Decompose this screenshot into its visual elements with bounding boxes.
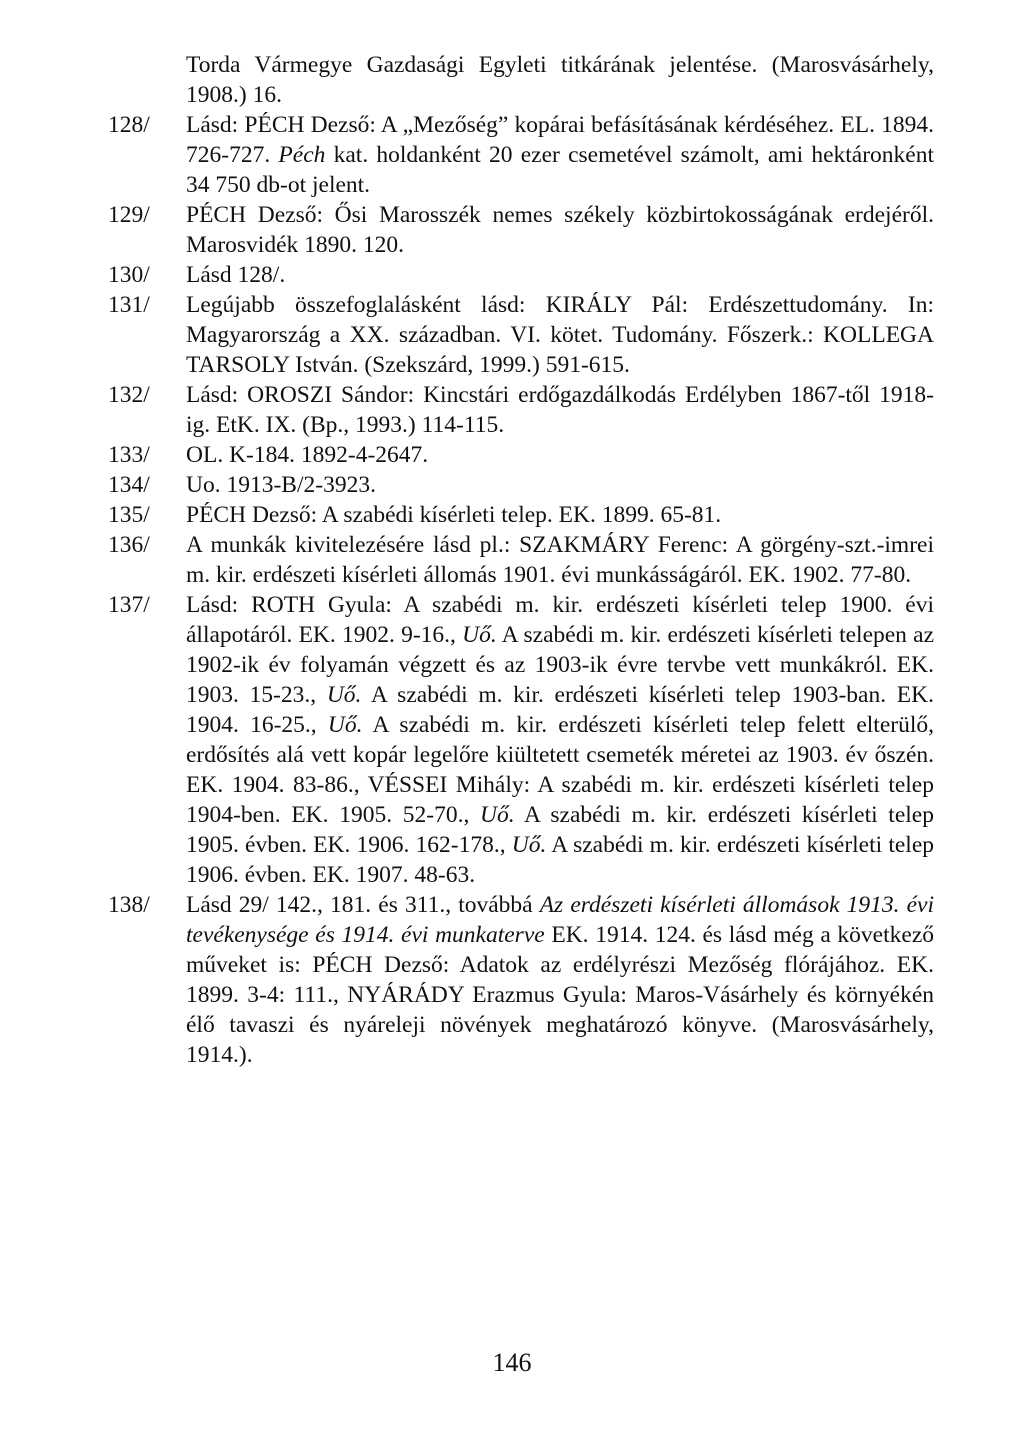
text-run: PÉCH Dezső: Ősi Marosszék nemes székely közbirtokosságának erdejéről. Marosvidék 1890. 120. — [186, 202, 934, 258]
text-run: A munkák kivitelezésére lásd pl.: SZAKMÁRY Ferenc: A görgény-szt.-imrei m. kir. erdészeti kísérleti állomás 1901. évi munkásságáról. EK. 1902. 77-80. — [186, 532, 934, 588]
text-run: A szabédi m. kir. erdészeti kísérleti telep 1906. évben. EK. 1907. 48-63. — [186, 832, 934, 888]
footnote-text — [186, 380, 934, 440]
footnote-text — [186, 260, 934, 290]
footnote-text — [186, 290, 934, 380]
text-run: EK. 1914. 124. és lásd még a következő műveket is: PÉCH Dezső: Adatok az erdélyrészi Mezőség flórájához. EK. 1899. 3-4: 111., NYÁRÁDY Erazmus Gyula: Maros-Vásárhely és környékén élő tavaszi és nyáreleji növények meghatározó könyve. (Marosvásárhely, 1914.). — [186, 922, 934, 1068]
italic-text: Uő. — [480, 802, 515, 828]
text-run: Legújabb összefoglalásként lásd: KIRÁLY Pál: Erdészettudomány. In: Magyarország a XX. században. VI. kötet. Tudomány. Főszerk.: KOLLEGA TARSOLY István. (Szekszárd, 1999.) 591-615. — [186, 292, 934, 378]
italic-text: Uő. — [511, 832, 547, 858]
italic-text: Péch — [278, 142, 326, 168]
text-run: Lásd: OROSZI Sándor: Kincstári erdőgazdálkodás Erdélyben 1867-től 1918-ig. EtK. IX. (Bp., 1993.) 114-115. — [186, 382, 934, 438]
footnote-text — [186, 500, 934, 530]
footnote — [108, 440, 934, 470]
text-run: Lásd: ROTH Gyula: A szabédi m. kir. erdészeti kísérleti telep 1900. évi állapotáról. EK. 1902. 9-16., — [186, 592, 934, 648]
footnote-number: 137/ — [108, 592, 150, 618]
text-run: A szabédi m. kir. erdészeti kísérleti telep 1903-ban. EK. 1904. 16-25., — [186, 682, 934, 738]
footnote — [108, 200, 934, 260]
footnote-number — [108, 50, 186, 110]
text-run: Lásd 128/. — [186, 262, 286, 288]
italic-text: Uő. — [462, 622, 497, 648]
text-run: A szabédi m. kir. erdészeti kísérleti telepen az 1902-ik év folyamán végzett és az 1903-ik évre tervbe vett munkákról. EK. 1903. 15-23., — [186, 622, 934, 708]
footnote — [108, 380, 934, 440]
footnotes-list — [108, 50, 934, 1070]
footnote-number: 132/ — [108, 382, 150, 408]
text-run: Torda Vármegye Gazdasági Egyleti titkárának jelentése. (Marosvásárhely, 1908.) 16. — [186, 52, 934, 108]
footnote-number: 131/ — [108, 292, 150, 318]
text-run: Uo. 1913-B/2-3923. — [186, 472, 376, 498]
footnote — [108, 470, 934, 500]
text-run: A szabédi m. kir. erdészeti kísérleti telep felett elterülő, erdősítés alá vett kopár legelőre kiültetett csemeték méretei az 1903. év őszén. EK. 1904. 83-86., VÉSSEI Mihály: A szabédi m. kir. erdészeti kísérleti telep 1904-ben. EK. 1905. 52-70., — [186, 712, 934, 828]
footnote — [108, 530, 934, 590]
footnote — [108, 290, 934, 380]
page-number: 146 — [492, 1348, 532, 1377]
italic-text: Uő. — [326, 682, 362, 708]
text-run: A szabédi m. kir. erdészeti kísérleti telep 1905. évben. EK. 1906. 162-178., — [186, 802, 934, 858]
footnote — [108, 50, 934, 110]
footnote-number: 136/ — [108, 532, 150, 558]
text-run: OL. K-184. 1892-4-2647. — [186, 442, 429, 468]
footnote — [108, 890, 934, 1070]
footnote-text — [186, 890, 934, 1070]
text-run: Lásd: PÉCH Dezső: A „Mezőség” kopárai befásításának kérdéséhez. EL. 1894. 726-727. — [186, 112, 934, 168]
footnote-number: 135/ — [108, 502, 150, 528]
footnote-number: 129/ — [108, 202, 150, 228]
italic-text: Az erdészeti kísérleti állomások 1913. évi tevékenysége és 1914. évi munkaterve — [186, 892, 934, 948]
footnote-text — [186, 530, 934, 590]
footnote-text — [186, 200, 934, 260]
footnote-number: 130/ — [108, 262, 150, 288]
italic-text: Uő. — [327, 712, 363, 738]
footnote — [108, 500, 934, 530]
footnote-text — [186, 440, 934, 470]
text-run: Lásd 29/ 142., 181. és 311., továbbá — [186, 892, 540, 918]
footnote-number: 138/ — [108, 892, 150, 918]
text-run: PÉCH Dezső: A szabédi kísérleti telep. EK. 1899. 65-81. — [186, 502, 722, 528]
footnote-text — [186, 50, 934, 110]
footnote-number: 128/ — [108, 112, 150, 138]
footnote-text — [186, 590, 934, 890]
text-run: kat. holdanként 20 ezer csemetével számolt, ami hektáronként 34 750 db-ot jelent. — [186, 142, 934, 198]
footnote-number: 134/ — [108, 472, 150, 498]
footnote — [108, 590, 934, 890]
footnote — [108, 260, 934, 290]
footnote-number: 133/ — [108, 442, 150, 468]
footnote-text — [186, 470, 934, 500]
footnote-text — [186, 110, 934, 200]
footnote — [108, 110, 934, 200]
